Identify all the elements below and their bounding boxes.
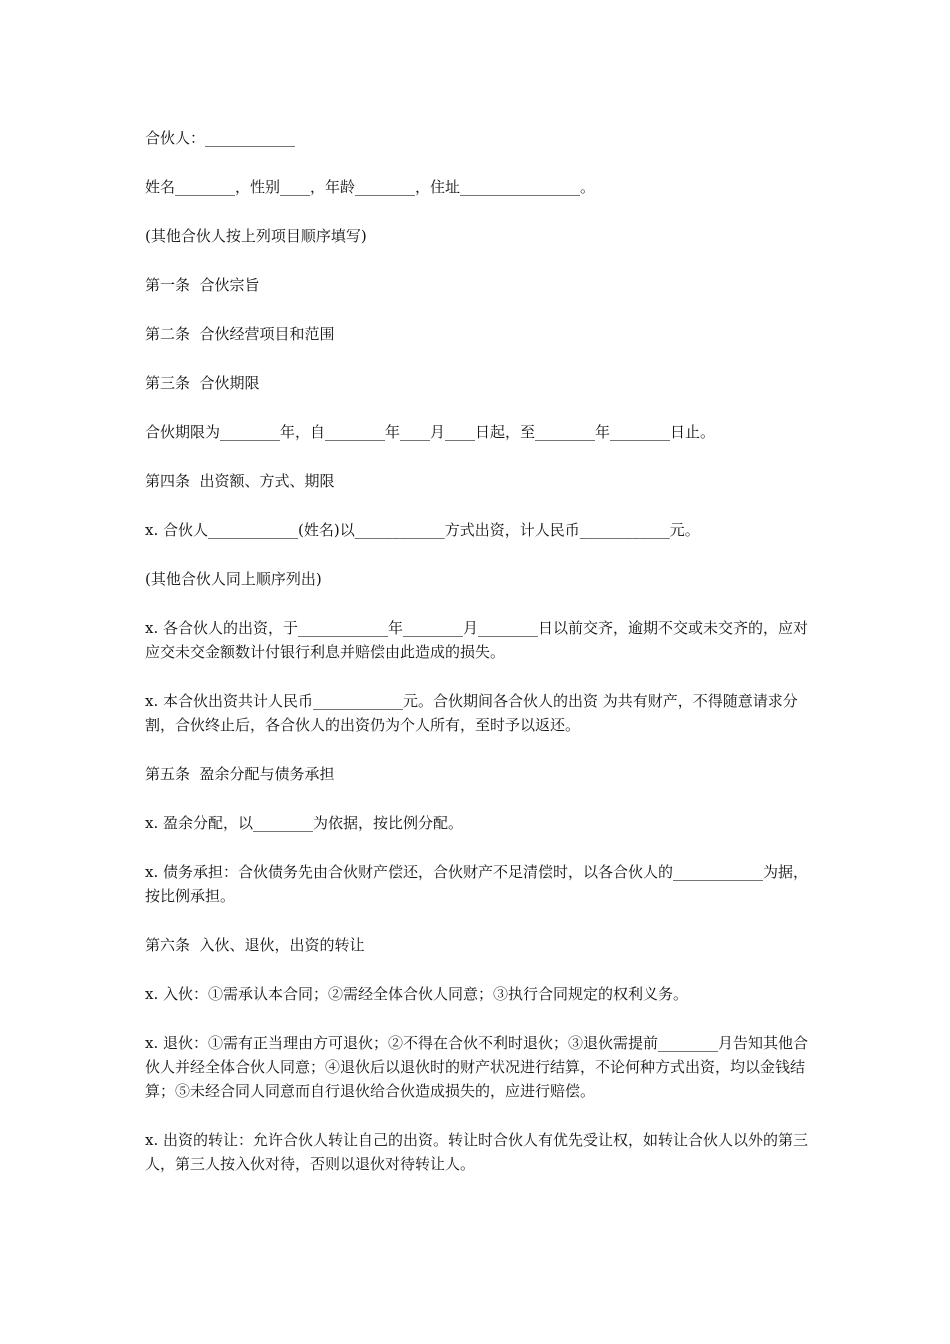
debt-liability-clause: x. 债务承担：合伙债务先由合伙财产偿还，合伙财产不足清偿时，以各合伙人的____________为据，按比例承担。 bbox=[145, 863, 808, 905]
other-partners-note: (其他合伙人按上列项目顺序填写) bbox=[145, 227, 367, 245]
article-3-title: 第三条 合伙期限 bbox=[145, 374, 260, 392]
article-6-title: 第六条 入伙、退伙，出资的转让 bbox=[145, 936, 365, 954]
other-partners-list-note: (其他合伙人同上顺序列出) bbox=[145, 570, 322, 588]
partner-heading: 合伙人：____________ bbox=[145, 129, 296, 147]
article-5-title: 第五条 盈余分配与债务承担 bbox=[145, 765, 335, 783]
withdrawal-clause: x. 退伙：①需有正当理由方可退伙；②不得在合伙不利时退伙；③退伙需提前________月告知其他合伙人并经全体合伙人同意；④退伙后以退伙时的财产状况进行结算，不论何种方式出资，均以金钱结算；⑤未经合同人同意而自行退伙给合伙造成损失的，应进行赔偿。 bbox=[145, 1034, 808, 1100]
contribution-deadline-clause: x. 各合伙人的出资，于____________年________月________日以前交齐，逾期不交或未交齐的，应对应交未交金额数计付银行利息并赔偿由此造成的损失。 bbox=[145, 619, 808, 661]
total-contribution-clause: x. 本合伙出资共计人民币____________元。合伙期间各合伙人的出资 为共有财产，不得随意请求分割，合伙终止后，各合伙人的出资仍为个人所有，至时予以返还。 bbox=[145, 692, 798, 734]
article-2-title: 第二条 合伙经营项目和范围 bbox=[145, 325, 335, 343]
transfer-clause: x. 出资的转让：允许合伙人转让自己的出资。转让时合伙人有优先受让权，如转让合伙人以外的第三人，第三人按入伙对待，否则以退伙对待转让人。 bbox=[145, 1131, 809, 1173]
article-1-title: 第一条 合伙宗旨 bbox=[145, 276, 260, 294]
article-4-title: 第四条 出资额、方式、期限 bbox=[145, 472, 335, 490]
profit-distribution-clause: x. 盈余分配，以________为依据，按比例分配。 bbox=[145, 814, 463, 832]
admission-clause: x. 入伙：①需承认本合同；②需经全体合伙人同意；③执行合同规定的权利义务。 bbox=[145, 985, 688, 1003]
partnership-term-clause: 合伙期限为________年，自________年____月____日起，至________年________日止。 bbox=[145, 423, 716, 441]
document-page bbox=[145, 126, 810, 1201]
contribution-clause: x. 合伙人____________(姓名)以____________方式出资，计人民币____________元。 bbox=[145, 521, 700, 539]
partner-details-line: 姓名________，性别____，年龄________，住址________________。 bbox=[145, 178, 596, 196]
